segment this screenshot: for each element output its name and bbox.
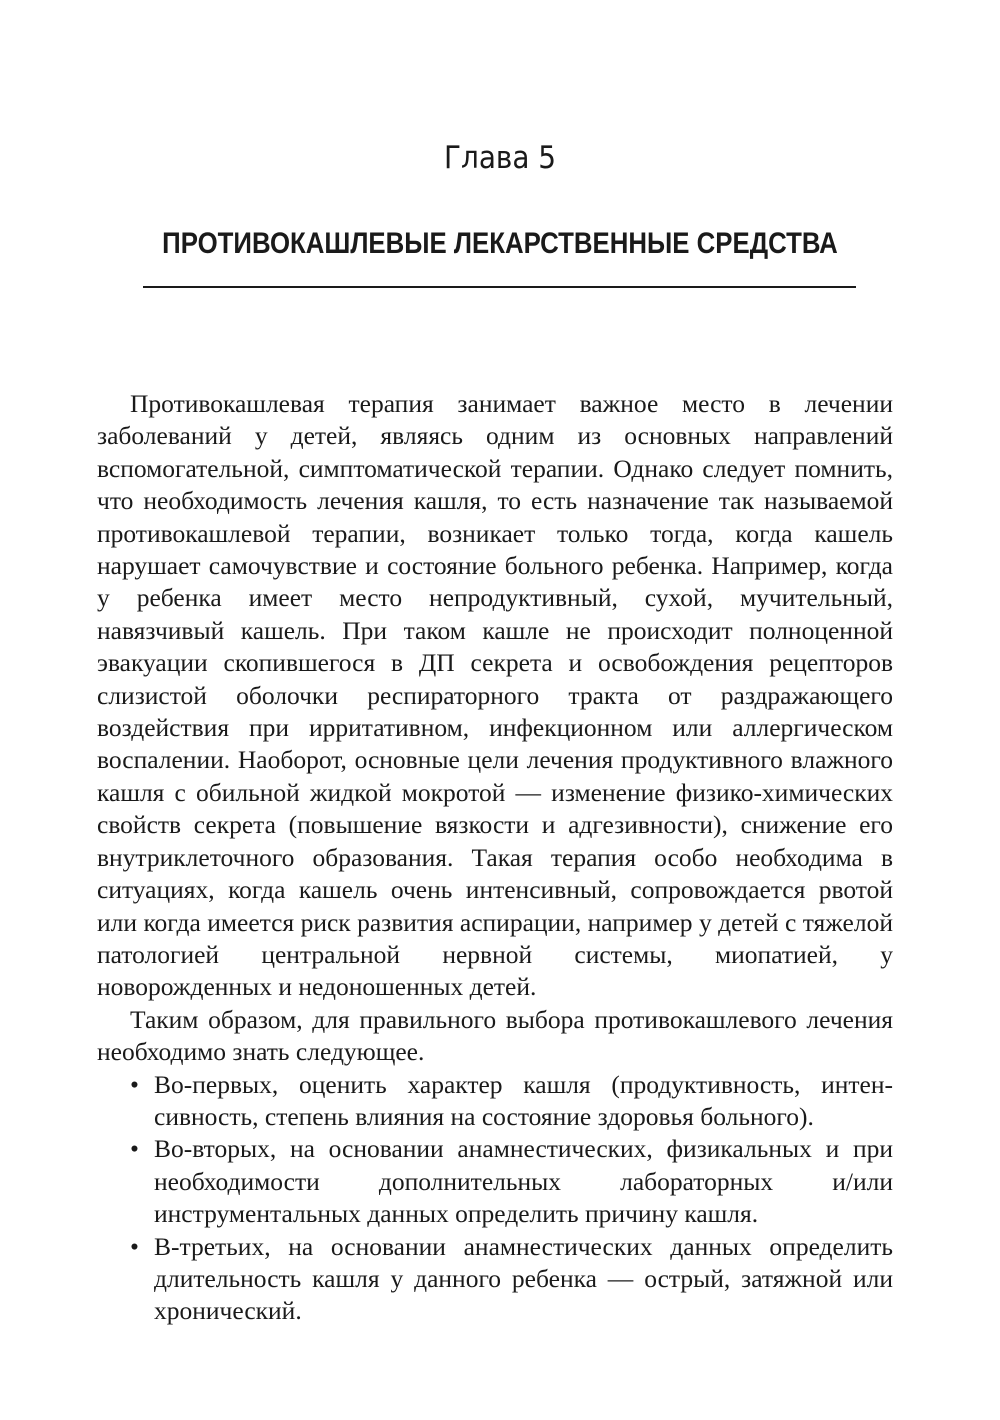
chapter-label: Глава 5 [443, 140, 557, 176]
list-item [97, 1133, 893, 1230]
list-item-text: В-третьих, на основании анамнестических данных определить длительность кашля у данного ребенка — острый, затяжной или хронический. [154, 1231, 893, 1326]
list-item-text: Во-вторых, на основании анамнестических, физикальных и при необходимости дополнительных лабораторных и/или инструментальных данных определить причину кашля. [154, 1134, 893, 1229]
list-item [97, 1069, 893, 1134]
list-item [97, 1231, 893, 1328]
title-underline [143, 286, 856, 288]
paragraph: Таким образом, для правильного выбора противокашлевого лечения необходимо знать следующее. [97, 1004, 893, 1067]
paragraph: Противокашлевая терапия занимает важное место в лечении заболеваний у детей, являясь одним из основных направлений вспомогательной, симптоматической терапии. Однако следует помнить, что необходимость лечения кашля, то есть назначение так называемой противокашлевой терапии, возникает только тогда, когда кашель нарушает самочувствие и состояние больного ребенка. Например, когда у ребенка имеет место непродуктивный, сухой, мучительный, навязчивый кашель. При таком кашле не происходит полноценной эвакуации скопившегося в ДП секрета и освобождения рецепторов слизистой оболочки респираторного тракта от раздражающего воздействия при ирритативном, инфекционном или аллергическом воспалении. Наоборот, основные цели лечения продуктивного влажного кашля с обильной жидкой мокротой — изменение физико-химических свойств секрета (повышение вязкости и адгезивности), снижение его внутриклеточного образования. Такая терапия особо необходима в ситуациях, когда кашель очень интенсивный, сопровождается рвотой или когда имеется риск развития аспирации, например у детей с тяжелой патологией центральной нервной системы, миопатией, у новорожденных и недоношенных детей. [97, 389, 893, 1002]
chapter-title: ПРОТИВОКАШЛЕВЫЕ ЛЕКАРСТВЕННЫЕ СРЕДСТВА [162, 227, 838, 260]
list-item-text: Во-первых, оценить характер кашля (продуктивность, интенсивность, степень влияния на состояние здоровья больного). [154, 1069, 893, 1131]
body-text [97, 388, 893, 1328]
bullet-icon: • [130, 1231, 139, 1261]
bullet-icon: • [130, 1069, 139, 1099]
bullet-icon: • [130, 1134, 139, 1164]
bullet-list [97, 1069, 893, 1328]
